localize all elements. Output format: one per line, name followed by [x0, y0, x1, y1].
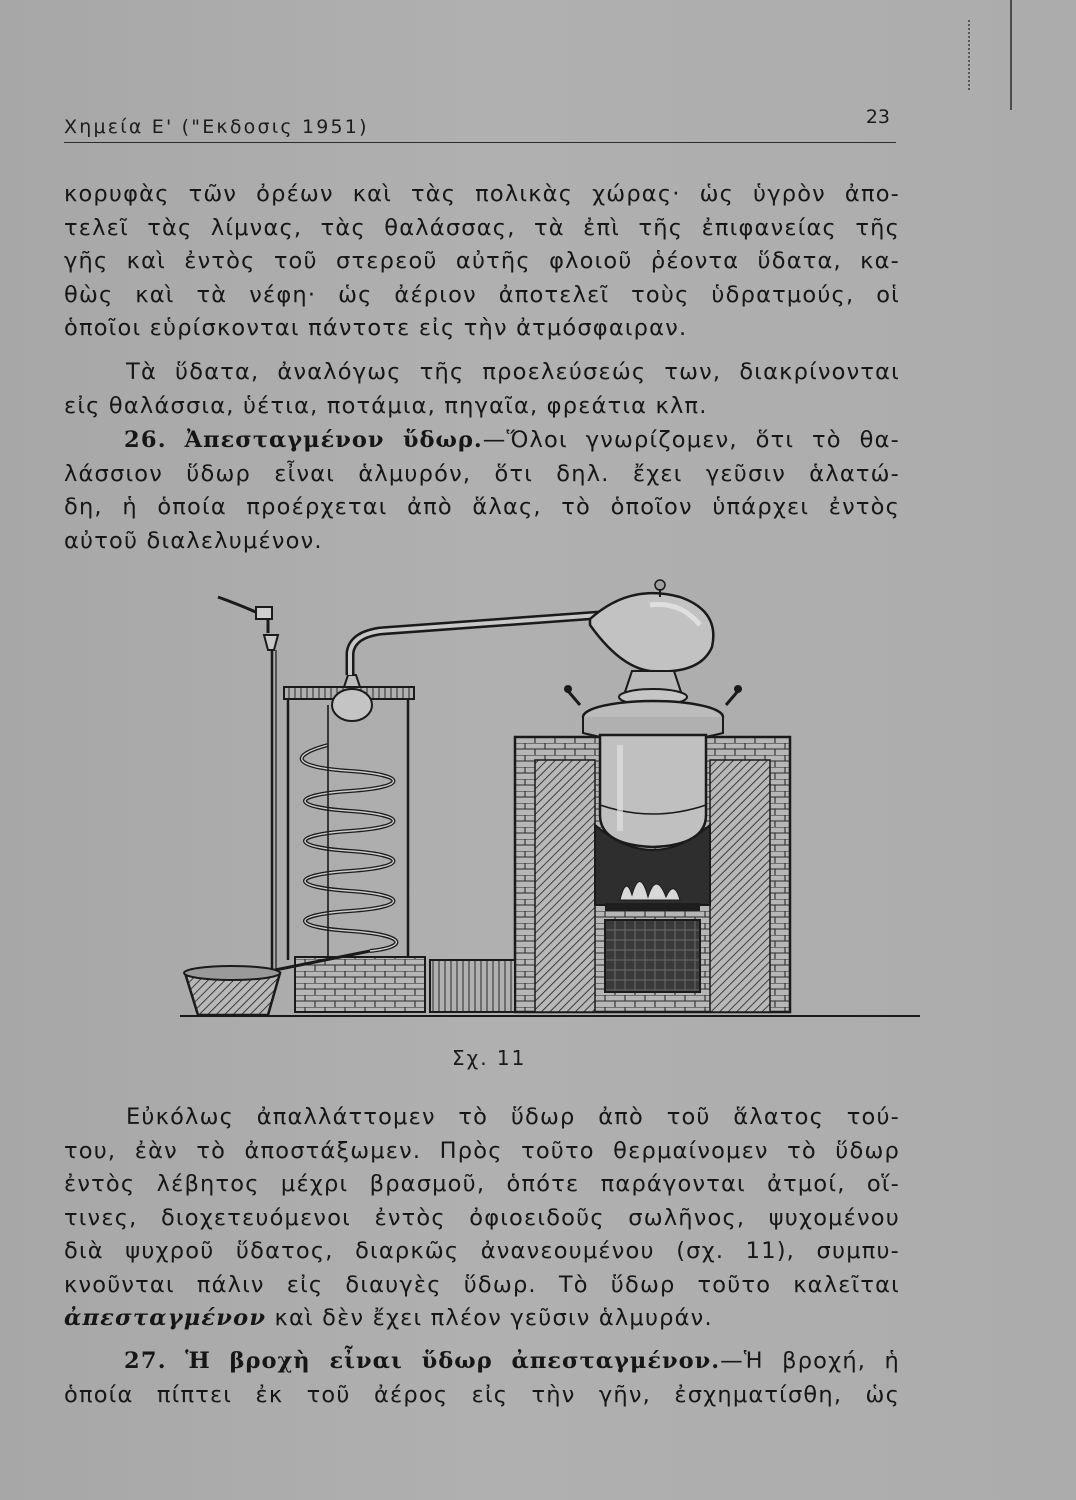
section-26 — [64, 424, 900, 558]
text-line: Εὐκόλως ἀπαλλάττομεν τὸ ὕδωρ ἀπὸ τοῦ ἅλατος τού- — [126, 1104, 900, 1130]
text-line: γῆς καὶ ἐντὸς τοῦ στερεοῦ αὐτῆς φλοιοῦ ῥέοντα ὕδατα, κα- — [64, 248, 900, 274]
text-line-italic — [64, 1302, 900, 1336]
text-line: τελεῖ τὰς λίμνας, τὰς θαλάσσας, τὰ ἐπὶ τῆς ἐπιφανείας τῆς — [64, 214, 900, 241]
page-edge-mark-dotted — [968, 20, 972, 90]
figure-caption: Σχ. 11 — [452, 1046, 527, 1070]
text-line: κορυφὰς τῶν ὀρέων καὶ τὰς πολικὰς χώρας· ὡς ὑγρὸν ἀπο- — [64, 181, 900, 207]
section-26-heading-line — [64, 424, 900, 458]
paragraph-3 — [64, 1101, 900, 1336]
text-line: κνοῦνται πάλιν εἰς διαυγὲς ὕδωρ. Τὸ ὕδωρ τοῦτο καλεῖται — [64, 1271, 900, 1298]
text-line: εἰς θαλάσσια, ὑέτια, ποτάμια, πηγαῖα, φρεάτια κλπ. — [64, 392, 708, 419]
section-number: 27. — [124, 1348, 167, 1374]
text-line: διὰ ψυχροῦ ὕδατος, διαρκῶς ἀνανεουμένου (σχ. 11), συμπυ- — [64, 1238, 900, 1264]
section-heading-rest: —Ἡ βροχή, ἡ — [720, 1348, 900, 1374]
text-line: του, ἐὰν τὸ ἀποστάξωμεν. Πρὸς τοῦτο θερμαίνομεν τὸ ὕδωρ — [64, 1137, 900, 1164]
text-line: ἐντὸς λέβητος μέχρι βρασμοῦ, ὁπότε παράγονται ἀτμοί, οἵ- — [64, 1171, 900, 1197]
text-line: λάσσιον ὕδωρ εἶναι ἁλμυρόν, ὅτι δηλ. ἔχει γεῦσιν ἁλατώ- — [64, 460, 900, 487]
italic-term: ἀπεσταγμένον — [64, 1305, 267, 1331]
running-header — [64, 106, 896, 143]
paragraph-1 — [64, 178, 900, 346]
text-line: Τὰ ὕδατα, ἀναλόγως τῆς προελεύσεώς των, διακρίνονται — [126, 359, 900, 385]
page-number: 23 — [865, 106, 890, 128]
text-rest: καὶ δὲν ἔχει πλέον γεῦσιν ἁλμυράν. — [266, 1305, 713, 1331]
text-line: ὁποῖοι εὑρίσκονται πάντοτε εἰς τὴν ἀτμόσφαιραν. — [64, 315, 688, 341]
section-27 — [64, 1345, 900, 1412]
text-line: δη, ἡ ὁποία προέρχεται ἀπὸ ἅλας, τὸ ὁποῖον ὑπάρχει ἐντὸς — [64, 494, 900, 520]
page-edge-mark — [1010, 0, 1012, 110]
text-line: ὁποία πίπτει ἐκ τοῦ ἀέρος εἰς τὴν γῆν, ἐσχηματίσθη, ὡς — [64, 1381, 900, 1408]
text-line: αὐτοῦ διαλελυμένον. — [64, 527, 323, 554]
paragraph-2 — [64, 356, 900, 423]
text-line: θὼς καὶ τὰ νέφη· ὡς ἀέριον ἀποτελεῖ τοὺς ὑδρατμούς, οἱ — [64, 281, 900, 308]
section-heading-rest: —Ὅλοι γνωρίζομεν, ὅτι τὸ θα- — [482, 427, 900, 453]
section-number: 26. — [124, 427, 167, 453]
section-title: Ἡ βροχὴ εἶναι ὕδωρ ἀπεσταγμένον. — [185, 1348, 721, 1374]
distillation-apparatus-illustration — [180, 575, 920, 1020]
header-title: Χημεία Ε' ("Εκδοσις 1951) — [64, 116, 369, 138]
section-27-heading-line — [64, 1345, 900, 1379]
text-line: τινες, διοχετευόμενοι ἐντὸς ὀφιοειδοῦς σωλῆνος, ψυχομένου — [64, 1204, 900, 1231]
section-title: Ἀπεσταγμένον ὕδωρ. — [184, 427, 483, 453]
